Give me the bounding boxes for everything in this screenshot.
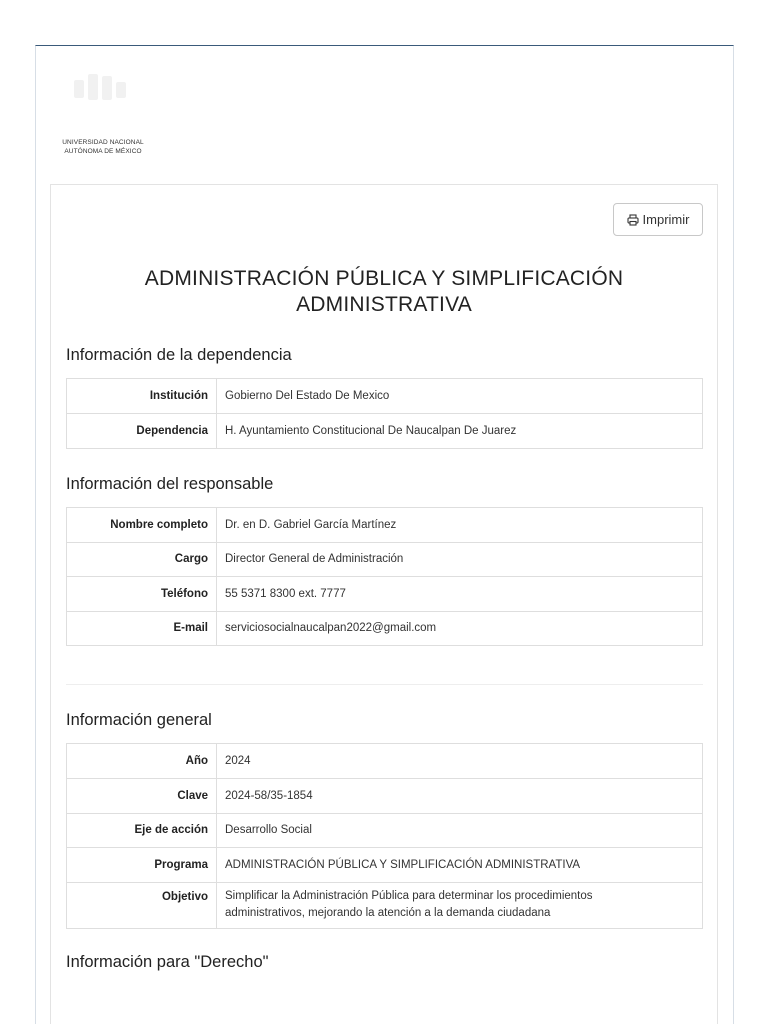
row-label: E-mail: [67, 611, 217, 646]
logo-line-1: UNIVERSIDAD NACIONAL: [62, 139, 144, 146]
objective-line-2: administrativos, mejorando la atención a la demanda ciudadana: [225, 907, 551, 919]
table-row: [67, 779, 703, 814]
table-responsable: [66, 507, 703, 646]
row-label: Institución: [67, 379, 217, 414]
row-value: ADMINISTRACIÓN PÚBLICA Y SIMPLIFICACIÓN ADMINISTRATIVA: [217, 848, 703, 883]
row-value: Dr. en D. Gabriel García Martínez: [217, 508, 703, 543]
table-row: [67, 414, 703, 449]
row-label: Objetivo: [67, 882, 217, 928]
table-row: [67, 848, 703, 883]
section-heading-dependencia: Información de la dependencia: [66, 346, 292, 364]
section-heading-general: Información general: [66, 711, 212, 729]
row-label: Teléfono: [67, 577, 217, 612]
page-title-line-2: ADMINISTRATIVA: [296, 293, 472, 316]
email-link[interactable]: serviciosocialnaucalpan2022@gmail.com: [217, 611, 703, 646]
row-value: 55 5371 8300 ext. 7777: [217, 577, 703, 612]
table-row: [67, 611, 703, 646]
table-row: [67, 508, 703, 543]
row-label: Clave: [67, 779, 217, 814]
logo-text: [60, 138, 146, 156]
row-value: H. Ayuntamiento Constitucional De Naucalpan De Juarez: [217, 414, 703, 449]
row-label: Programa: [67, 848, 217, 883]
table-row: [67, 813, 703, 848]
page-title-line-1: ADMINISTRACIÓN PÚBLICA Y SIMPLIFICACIÓN: [144, 267, 624, 290]
row-value: 2024-58/35-1854: [217, 779, 703, 814]
printer-icon: [627, 214, 639, 226]
row-label: Año: [67, 744, 217, 779]
section-heading-derecho: Información para "Derecho": [66, 953, 269, 971]
row-label: Dependencia: [67, 414, 217, 449]
row-label: Nombre completo: [67, 508, 217, 543]
table-row: [67, 882, 703, 928]
objective-line-1: Simplificar la Administración Pública para determinar los procedimientos: [225, 890, 593, 902]
table-row: [67, 744, 703, 779]
table-dependencia: [66, 378, 703, 449]
print-button[interactable]: [613, 203, 703, 236]
row-value: 2024: [217, 744, 703, 779]
logo-line-2: AUTÓNOMA DE MÉXICO: [64, 148, 142, 155]
row-value: Desarrollo Social: [217, 813, 703, 848]
table-row: [67, 379, 703, 414]
section-heading-responsable: Información del responsable: [66, 475, 274, 493]
table-row: [67, 542, 703, 577]
page-title: [66, 266, 702, 318]
row-value: [217, 882, 703, 928]
print-button-label: Imprimir: [642, 212, 690, 227]
table-general: [66, 743, 703, 929]
table-row: [67, 577, 703, 612]
row-value: Gobierno Del Estado De Mexico: [217, 379, 703, 414]
section-divider: [66, 684, 703, 685]
row-label: Cargo: [67, 542, 217, 577]
unam-shield-icon: [70, 70, 132, 106]
row-value: Director General de Administración: [217, 542, 703, 577]
row-label: Eje de acción: [67, 813, 217, 848]
